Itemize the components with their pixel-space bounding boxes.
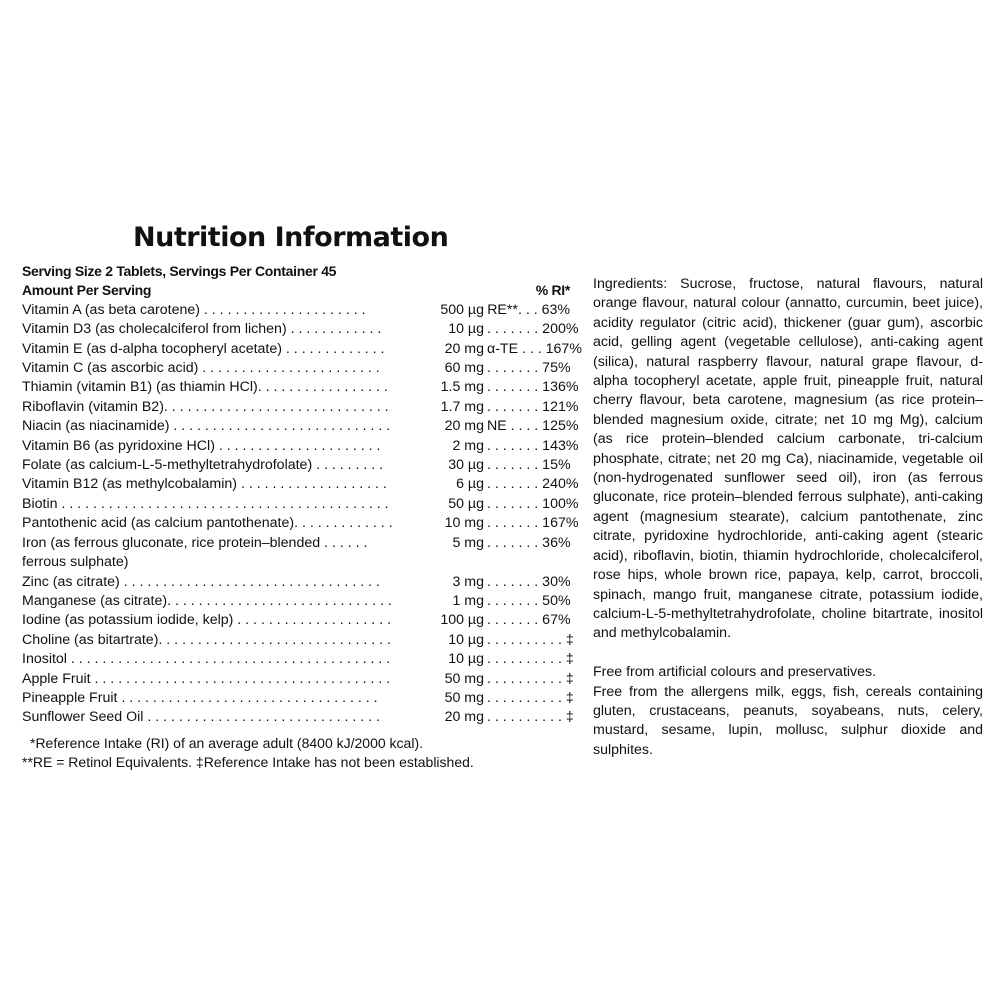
nutrient-amount: 10 µg bbox=[448, 321, 484, 338]
nutrient-name: Vitamin E (as d-alpha tocopheryl acetate) . . . . . . . . . . . . . bbox=[22, 340, 385, 357]
nutrient-name: Niacin (as niacinamide) . . . . . . . . . . . . . . . . . . . . . . . . . . . . bbox=[22, 418, 391, 435]
nutrient-name: Iron (as ferrous gluconate, rice protein–blended . . . . . . ferrous sulphate) bbox=[22, 534, 368, 571]
nutrient-name: Vitamin D3 (as cholecalciferol from lichen) . . . . . . . . . . . . bbox=[22, 321, 382, 338]
nutrient-amount: 3 mg bbox=[452, 573, 484, 590]
table-row bbox=[22, 301, 570, 320]
nutrient-amount: 50 mg bbox=[444, 689, 484, 706]
table-row bbox=[22, 398, 579, 417]
nutrient-amount: 5 mg bbox=[452, 534, 484, 551]
nutrient-amount: 10 mg bbox=[444, 515, 484, 532]
nutrient-name: Riboflavin (vitamin B2). . . . . . . . . . . . . . . . . . . . . . . . . . . . . bbox=[22, 398, 389, 415]
nutrient-name: Iodine (as potassium iodide, kelp) . . . . . . . . . . . . . . . . . . . . bbox=[22, 612, 392, 629]
table-row bbox=[22, 475, 579, 494]
nutrient-amount: 1.7 mg bbox=[440, 398, 484, 415]
table-row bbox=[22, 378, 579, 397]
nutrient-ri: . . . . . . . 167% bbox=[487, 515, 579, 532]
nutrient-amount: 6 µg bbox=[456, 476, 484, 493]
nutrition-table bbox=[22, 262, 582, 773]
nutrient-name: Manganese (as citrate). . . . . . . . . . . . . . . . . . . . . . . . . . . . . bbox=[22, 592, 392, 609]
nutrient-ri: . . . . . . . 240% bbox=[487, 476, 579, 493]
nutrient-name: Zinc (as citrate) . . . . . . . . . . . . . . . . . . . . . . . . . . . . . . . . . bbox=[22, 573, 380, 590]
nutrient-amount: 30 µg bbox=[448, 457, 484, 474]
nutrient-ri: . . . . . . . 143% bbox=[487, 437, 579, 454]
nutrient-amount: 1.5 mg bbox=[440, 379, 484, 396]
nutrient-name: Choline (as bitartrate). . . . . . . . . . . . . . . . . . . . . . . . . . . . . . bbox=[22, 631, 391, 648]
table-header bbox=[22, 281, 570, 300]
footnote-ri: *Reference Intake (RI) of an average adult (8400 kJ/2000 kcal). bbox=[30, 734, 423, 751]
nutrient-amount: 20 mg bbox=[444, 340, 484, 357]
nutrient-ri: . . . . . . . . . . ‡ bbox=[487, 689, 574, 706]
table-row bbox=[22, 495, 579, 514]
nutrient-ri: . . . . . . . 36% bbox=[487, 534, 571, 551]
footnote-re: **RE = Retinol Equivalents. ‡Reference Intake has not been established. bbox=[22, 754, 474, 771]
nutrient-ri: . . . . . . . 136% bbox=[487, 379, 579, 396]
nutrient-name: Vitamin B6 (as pyridoxine HCl) . . . . . . . . . . . . . . . . . . . . . bbox=[22, 437, 381, 454]
nutrient-amount: 10 µg bbox=[448, 651, 484, 668]
nutrient-name: Inositol . . . . . . . . . . . . . . . . . . . . . . . . . . . . . . . . . . . . . . . . . bbox=[22, 651, 391, 668]
nutrient-name: Vitamin C (as ascorbic acid) . . . . . . . . . . . . . . . . . . . . . . . bbox=[22, 360, 380, 377]
nutrient-amount: 20 mg bbox=[444, 418, 484, 435]
nutrient-amount: 60 mg bbox=[444, 360, 484, 377]
nutrient-name: Pantothenic acid (as calcium pantothenate). . . . . . . . . . . . . bbox=[22, 515, 393, 532]
nutrient-ri: . . . . . . . 121% bbox=[487, 398, 579, 415]
nutrient-amount: 50 µg bbox=[448, 495, 484, 512]
nutrient-ri: α-TE . . . 167% bbox=[487, 340, 582, 357]
nutrient-name: Pineapple Fruit . . . . . . . . . . . . . . . . . . . . . . . . . . . . . . . . . bbox=[22, 689, 378, 706]
nutrient-amount: 10 µg bbox=[448, 631, 484, 648]
table-row bbox=[22, 650, 574, 669]
table-row bbox=[22, 514, 579, 533]
free-from-allergens: Free from the allergens milk, eggs, fish, cereals containing gluten, crustaceans, peanuts, soyabeans, nuts, celery, mustard, sesame, lupin, mollusc, sulphur dioxide and sulphites. bbox=[593, 683, 983, 758]
table-row bbox=[22, 417, 579, 436]
nutrient-amount: 500 µg bbox=[440, 301, 484, 318]
table-row bbox=[22, 534, 570, 573]
nutrient-name: Apple Fruit . . . . . . . . . . . . . . . . . . . . . . . . . . . . . . . . . . . . . . bbox=[22, 670, 391, 687]
table-row bbox=[22, 611, 570, 630]
nutrient-ri: . . . . . . . 67% bbox=[487, 612, 571, 629]
table-row bbox=[22, 689, 574, 708]
table-row bbox=[22, 573, 570, 592]
nutrient-name: Biotin . . . . . . . . . . . . . . . . . . . . . . . . . . . . . . . . . . . . . . . . . . bbox=[22, 495, 389, 512]
serving-size: Serving Size 2 Tablets, Servings Per Container 45 bbox=[22, 263, 337, 279]
nutrient-ri: . . . . . . . . . . ‡ bbox=[487, 670, 574, 687]
table-row bbox=[22, 708, 574, 727]
nutrient-amount: 20 mg bbox=[444, 709, 484, 726]
table-row bbox=[22, 592, 570, 611]
ri-header: % RI* bbox=[535, 282, 570, 299]
table-row bbox=[22, 631, 574, 650]
free-from-colours: Free from artificial colours and preservatives. bbox=[593, 664, 877, 681]
nutrient-amount: 50 mg bbox=[444, 670, 484, 687]
nutrient-name: Vitamin B12 (as methylcobalamin) . . . . . . . . . . . . . . . . . . . bbox=[22, 476, 387, 493]
nutrient-ri: NE . . . . 125% bbox=[487, 418, 579, 435]
nutrient-amount: 1 mg bbox=[452, 592, 484, 609]
nutrient-amount: 100 µg bbox=[440, 612, 484, 629]
ingredients-text: Ingredients: Sucrose, fructose, natural flavours, natural orange flavour, natural colour (annatto, curcumin, beet juice), acidity regulator (citric acid), thickener (guar gum), ascorbic acid, gelling agent (vegetable cellulose), anti-caking agent (silica), natural raspberry flavour, natural grape flavour, d-alpha tocopheryl acetate, apple fruit, pineapple fruit, natural cherry flavour, beta carotene, magnesium (as rice protein–blended magnesium oxide, citrate; net 10 mg Mg), calcium (as rice protein–blended calcium carbonate, tri-calcium phosphate, citrate; net 20 mg Ca), niacinamide, vegetable oil (non-hydrogenated sunflower seed oil), iron (as ferrous gluconate, rice protein–blended ferrous sulphate), anti-caking agent (magnesium stearate), calcium pantothenate, zinc citrate, pyridoxine hydrochloride, anti-caking agent (stearic acid), riboflavin, biotin, thiamin hydrochloride, cholecalciferol, rose hips, whole brown rice, papaya, kelp, carrot, broccoli, spinach, mango fruit, manganese citrate, potassium iodide, calcium-L-5-methyltetrahydrofolate, choline bitartrate, inositol and methylcobalamin. bbox=[593, 276, 983, 642]
table-row bbox=[22, 359, 570, 378]
nutrient-ri: . . . . . . . 200% bbox=[487, 321, 579, 338]
nutrient-name: Thiamin (vitamin B1) (as thiamin HCl). . . . . . . . . . . . . . . . . bbox=[22, 379, 388, 396]
amount-header: Amount Per Serving bbox=[22, 282, 152, 299]
nutrient-name: Folate (as calcium-L-5-methyltetrahydrofolate) . . . . . . . . . bbox=[22, 457, 384, 474]
nutrient-ri: . . . . . . . . . . ‡ bbox=[487, 631, 574, 648]
nutrient-name: Sunflower Seed Oil . . . . . . . . . . . . . . . . . . . . . . . . . . . . . . bbox=[22, 709, 380, 726]
page-title: Nutrition Information bbox=[133, 222, 449, 253]
nutrient-name: Vitamin A (as beta carotene) . . . . . . . . . . . . . . . . . . . . . bbox=[22, 301, 366, 318]
nutrient-ri: . . . . . . . 50% bbox=[487, 592, 571, 609]
table-row bbox=[22, 456, 570, 475]
nutrient-ri: . . . . . . . . . . ‡ bbox=[487, 709, 574, 726]
nutrient-amount: 2 mg bbox=[452, 437, 484, 454]
nutrient-list bbox=[22, 301, 582, 728]
nutrient-ri: . . . . . . . 100% bbox=[487, 495, 579, 512]
nutrient-ri: . . . . . . . 75% bbox=[487, 360, 571, 377]
nutrient-ri: . . . . . . . 15% bbox=[487, 457, 571, 474]
nutrient-ri: RE**. . . 63% bbox=[487, 301, 570, 318]
table-row bbox=[22, 340, 582, 359]
nutrient-ri: . . . . . . . . . . ‡ bbox=[487, 651, 574, 668]
ingredients-panel bbox=[593, 275, 983, 760]
table-row bbox=[22, 670, 574, 689]
nutrient-ri: . . . . . . . 30% bbox=[487, 573, 571, 590]
table-row bbox=[22, 320, 579, 339]
table-row bbox=[22, 437, 579, 456]
